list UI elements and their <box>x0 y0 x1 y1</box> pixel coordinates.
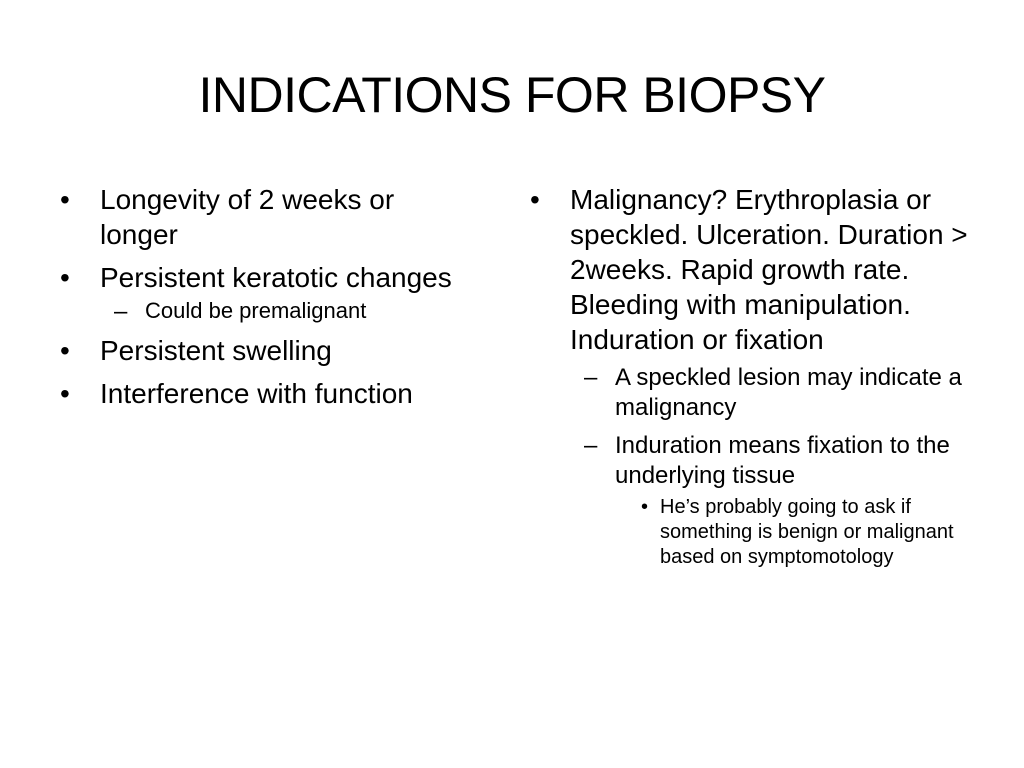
sub-sub-list <box>615 495 968 570</box>
list-item-text: Longevity of 2 weeks or longer <box>100 184 395 250</box>
sub-sub-list-item <box>615 495 968 570</box>
left-bullet-list <box>58 182 478 419</box>
list-item <box>58 260 478 325</box>
list-item-text: Persistent swelling <box>100 335 332 366</box>
bullet-icon: • <box>60 378 70 409</box>
list-item <box>58 376 478 411</box>
list-item-text: Interference with function <box>100 378 413 409</box>
bullet-icon: • <box>60 184 70 215</box>
bullet-icon: • <box>60 335 70 366</box>
sub-list-item <box>58 297 478 325</box>
bullet-icon: • <box>530 184 540 215</box>
dash-icon: – <box>584 432 598 459</box>
sub-list <box>58 297 478 325</box>
dash-icon: – <box>114 298 128 325</box>
list-item-text: Malignancy? Erythroplasia or speckled. Ulceration. Duration > 2weeks. Rapid growth rate. Bleeding with manipulation. Induration or fixation <box>570 184 968 355</box>
sub-list-item <box>570 431 968 570</box>
list-item <box>58 182 478 252</box>
sub-list-item-text: A speckled lesion may indicate a malignancy <box>615 364 962 421</box>
sub-list-item-text: Could be premalignant <box>145 298 367 323</box>
list-item-text: Persistent keratotic changes <box>100 262 452 293</box>
bullet-icon: • <box>641 496 649 518</box>
slide-title: INDICATIONS FOR BIOPSY <box>198 67 826 123</box>
sub-list-item <box>570 363 968 423</box>
sub-list-item-text: Induration means fixation to the underlying tissue <box>615 432 950 489</box>
bullet-icon: • <box>60 262 70 293</box>
right-bullet-list <box>528 182 968 578</box>
list-item <box>528 182 968 570</box>
list-item <box>58 333 478 368</box>
sub-list <box>570 363 968 570</box>
sub-sub-list-item-text: He’s probably going to ask if something is benign or malignant based on symptomotology <box>660 496 954 568</box>
dash-icon: – <box>584 364 598 391</box>
